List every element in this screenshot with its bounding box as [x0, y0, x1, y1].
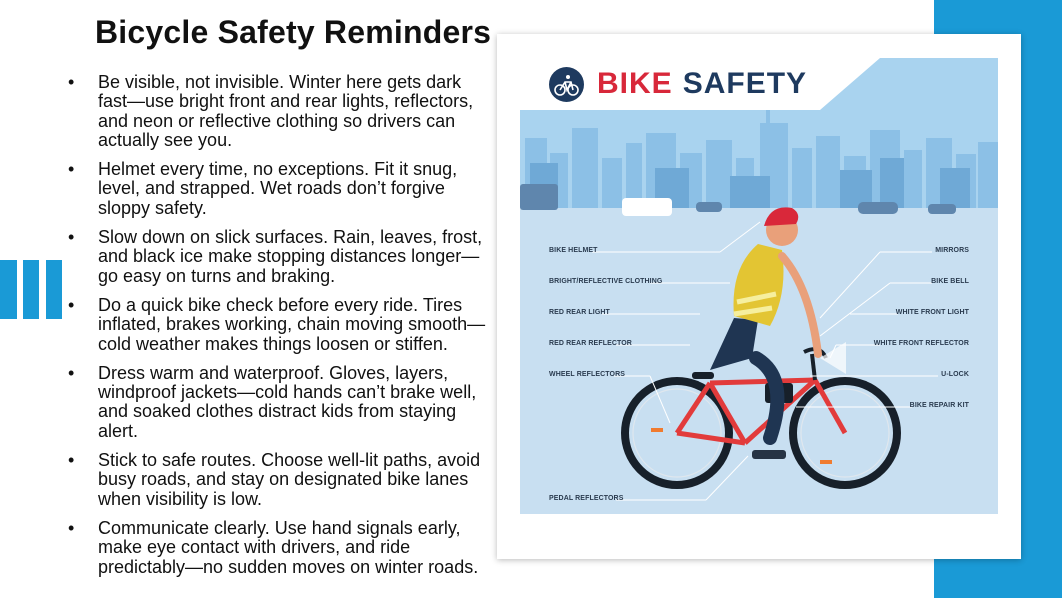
bullet-dot: •: [68, 294, 75, 315]
poster-title-word-1: BIKE: [597, 67, 673, 100]
bullet-dot: •: [68, 362, 75, 383]
label-bike-repair-kit: BIKE REPAIR KIT: [909, 402, 969, 409]
label-mirrors: MIRRORS: [935, 247, 969, 254]
bike-safety-poster: [520, 58, 998, 514]
label-pedal-reflectors: PEDAL REFLECTORS: [549, 495, 624, 502]
bullet-item: [68, 296, 490, 354]
label-red-rear-reflector: RED REAR REFLECTOR: [549, 340, 632, 347]
label-red-rear-light: RED REAR LIGHT: [549, 309, 610, 316]
label-bike-bell: BIKE BELL: [931, 278, 969, 285]
label-white-front-light: WHITE FRONT LIGHT: [895, 309, 969, 316]
bullet-item: [68, 364, 490, 441]
bullet-dot: •: [68, 159, 75, 180]
slide-title: Bicycle Safety Reminders: [95, 14, 492, 50]
image-card: [497, 34, 1021, 559]
bullet-item: [68, 451, 490, 509]
bullet-text: Communicate clearly. Use hand signals early, make eye contact with drivers, and ride predictably—no sudden moves on winter roads.: [98, 517, 479, 577]
bullet-dot: •: [68, 227, 75, 248]
bullet-dot: •: [68, 72, 75, 92]
accent-bar-3: [46, 260, 62, 319]
poster-title: [597, 67, 807, 101]
label-white-front-reflector: WHITE FRONT REFLECTOR: [873, 340, 969, 347]
bullet-item: [68, 519, 490, 577]
logo-badge: [549, 67, 584, 102]
label-wheel-reflectors: WHEEL REFLECTORS: [549, 371, 626, 378]
bullet-text: Helmet every time, no exceptions. Fit it snug, level, and strapped. Wet roads don’t forgive sloppy safety.: [98, 159, 458, 218]
bullet-text: Dress warm and waterproof. Gloves, layers, windproof jackets—cold hands can’t brake well, and soaked clothes distract kids from staying alert.: [98, 362, 477, 441]
poster-illustration: [520, 58, 998, 514]
bullet-dot: •: [68, 450, 75, 471]
bullet-item: [68, 160, 490, 218]
bullet-text: Stick to safe routes. Choose well-lit paths, avoid busy roads, and stay on designated bike lanes when visibility is low.: [98, 450, 481, 509]
bullet-item: [68, 73, 490, 150]
bicycle-icon: [549, 67, 584, 102]
label-bright-reflective-clothing: BRIGHT/REFLECTIVE CLOTHING: [549, 278, 663, 285]
label-bike-helmet: BIKE HELMET: [549, 247, 598, 254]
bullet-dot: •: [68, 517, 75, 538]
label-u-lock: U-LOCK: [941, 371, 969, 378]
accent-bar-2: [23, 260, 39, 319]
bullet-text: Be visible, not invisible. Winter here gets dark fast—use bright front and rear lights, reflectors, and neon or reflective clothing so drivers can actually see you.: [98, 72, 474, 150]
bullet-list: [68, 73, 490, 587]
bullet-text: Slow down on slick surfaces. Rain, leaves, frost, and black ice make stopping distances longer—go easy on turns and braking.: [98, 227, 483, 286]
poster-title-word-2: SAFETY: [682, 67, 808, 100]
accent-bar-1: [0, 260, 17, 319]
bullet-item: [68, 228, 490, 286]
bullet-text: Do a quick bike check before every ride. Tires inflated, brakes working, chain moving smooth—cold weather makes things loosen or stiffen.: [98, 294, 486, 354]
